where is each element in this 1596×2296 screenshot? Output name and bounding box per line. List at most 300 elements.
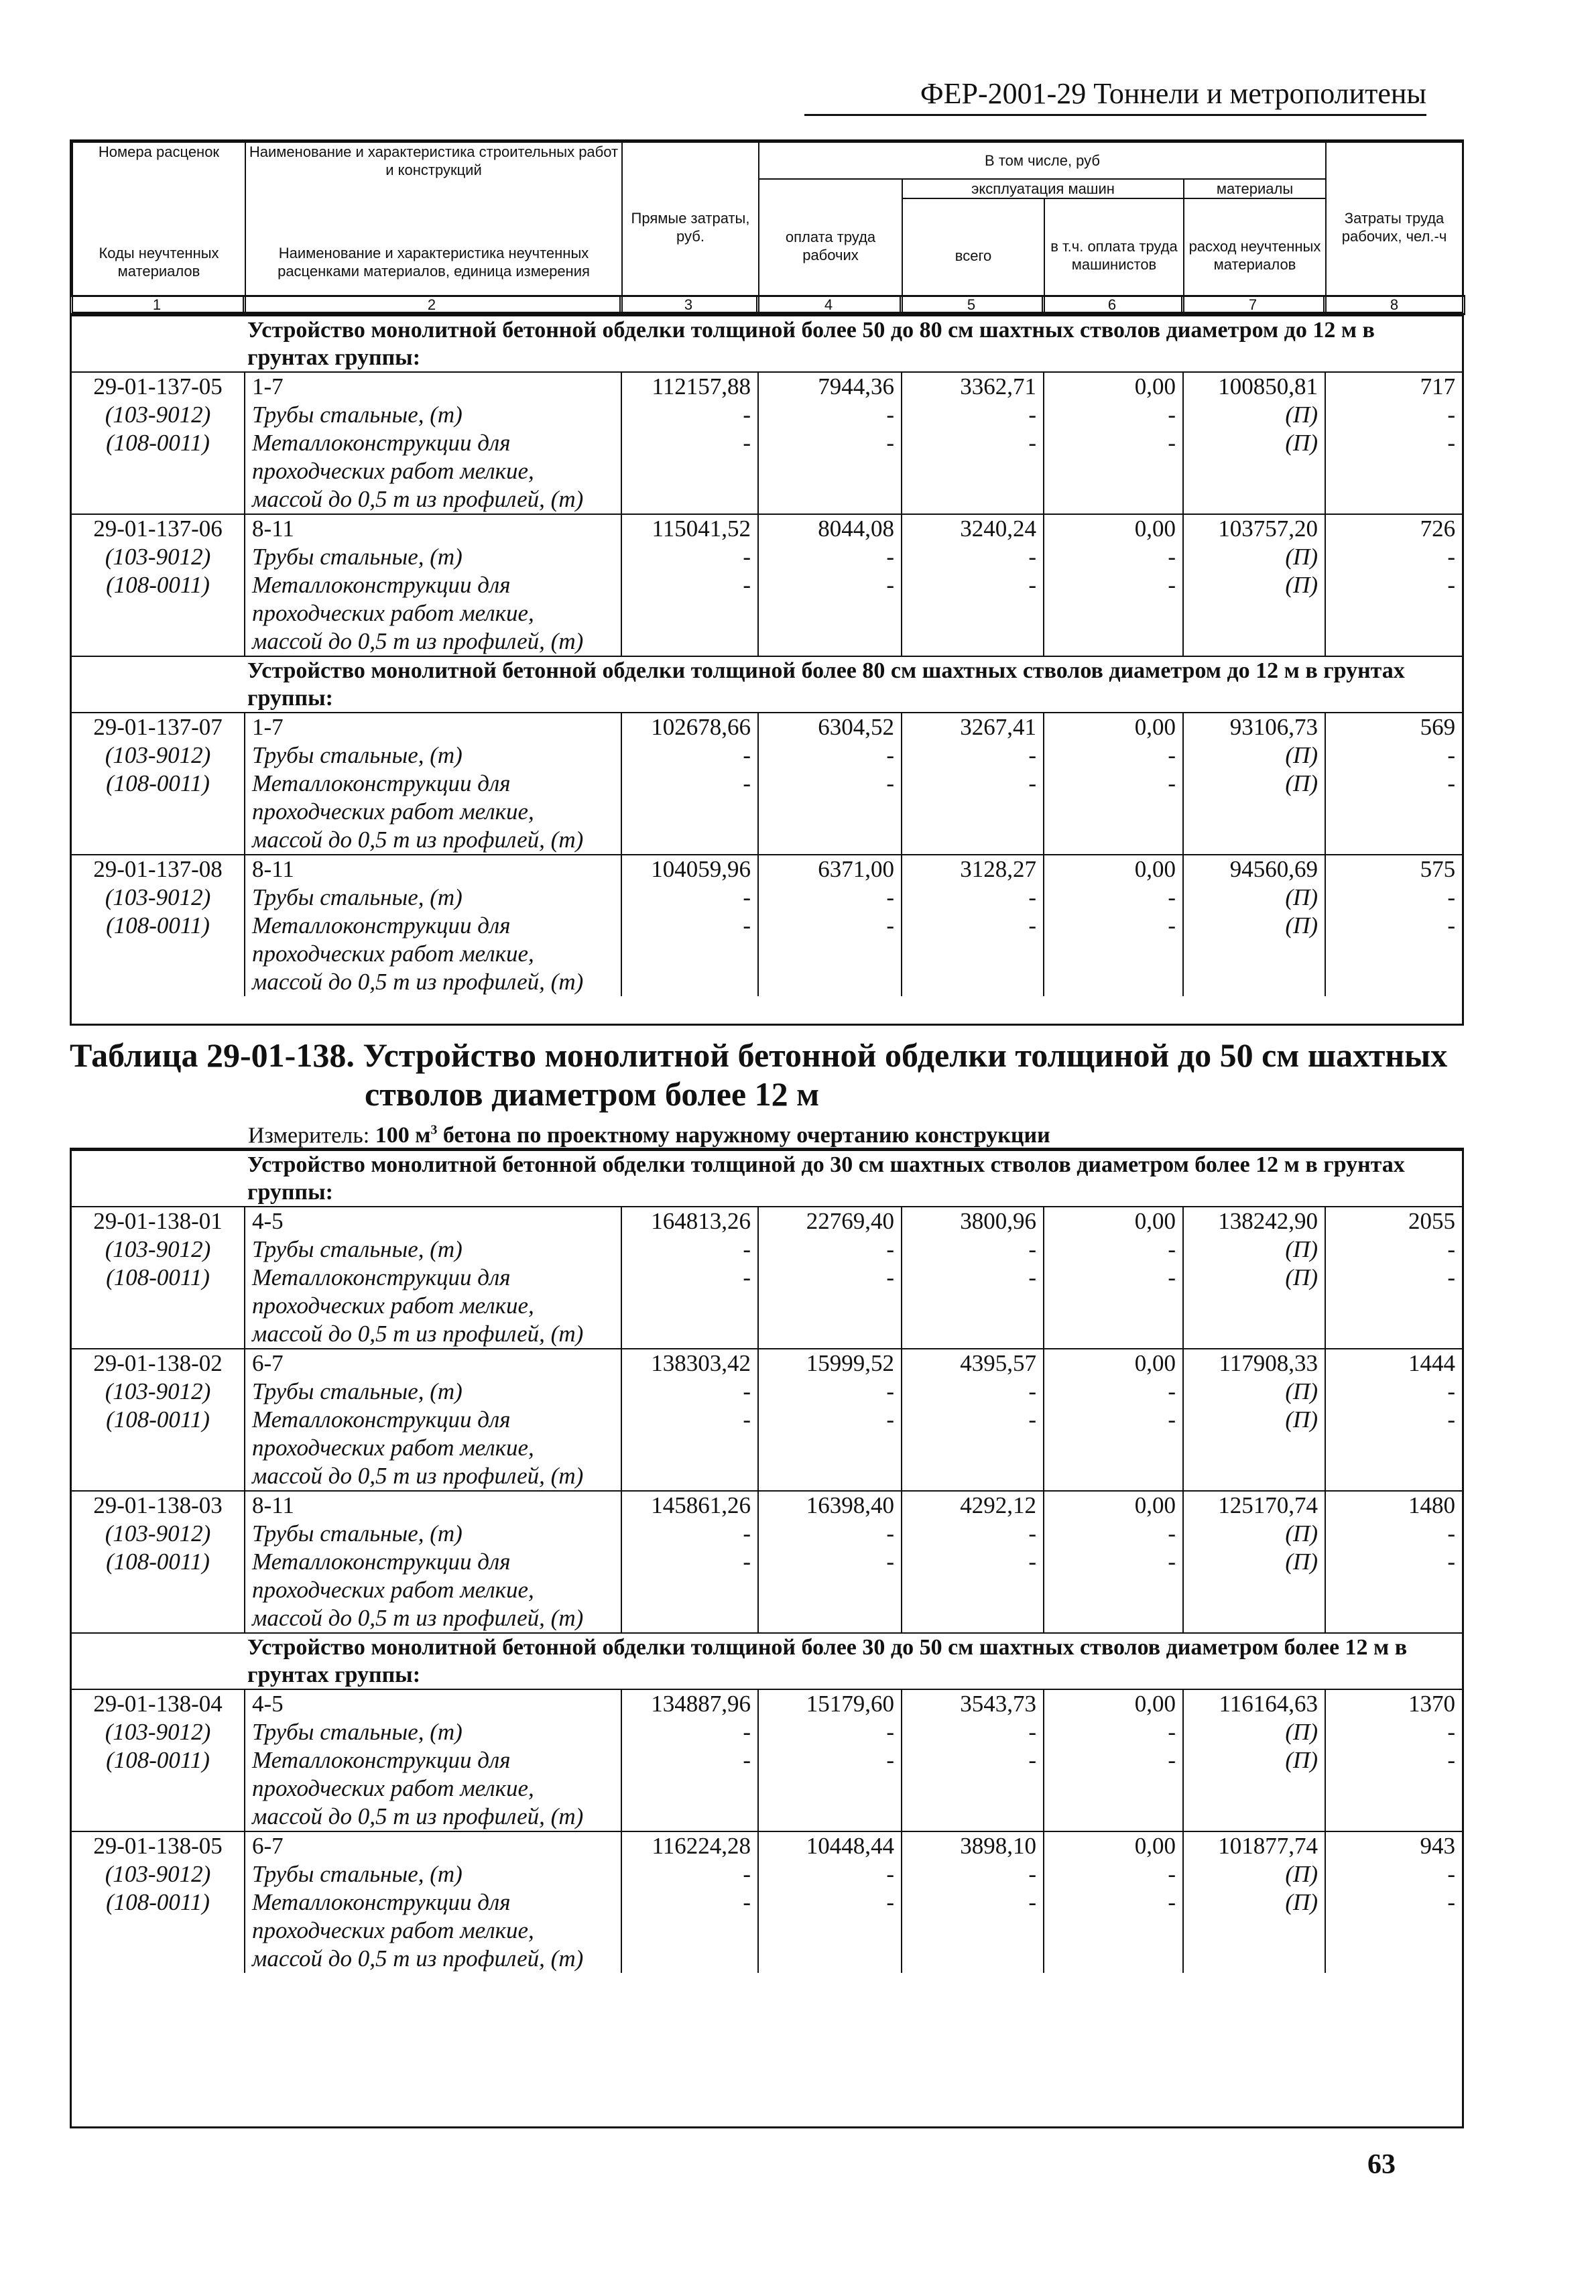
direct-costs: 115041,52 xyxy=(621,514,758,543)
table-title-line-1: Таблица 29-01-138. Устройство монолитной бетонной обделки толщиной до 50 см шахтных xyxy=(70,1036,1448,1074)
labor-pay: - xyxy=(758,1235,902,1264)
machines-total: 3128,27 xyxy=(902,855,1044,884)
material-continuation-row xyxy=(72,1434,1462,1462)
machinists-pay: - xyxy=(1044,1746,1183,1774)
table-cell xyxy=(72,1292,245,1320)
machinists-pay: - xyxy=(1044,1264,1183,1292)
machines-total: - xyxy=(902,543,1044,571)
machines-total: - xyxy=(902,1718,1044,1746)
material-name-continuation: проходческих работ мелкие, xyxy=(245,1434,621,1462)
material-continuation-row xyxy=(72,457,1462,485)
labor-pay: - xyxy=(758,770,902,798)
material-code: (108-0011) xyxy=(106,770,210,796)
machinists-pay: 0,00 xyxy=(1044,372,1183,401)
machinists-pay: - xyxy=(1044,912,1183,940)
materials-use: (П) xyxy=(1183,741,1325,770)
machines-total: 3800,96 xyxy=(902,1207,1044,1235)
direct-costs: 164813,26 xyxy=(621,1207,758,1235)
material-code: (108-0011) xyxy=(106,430,210,456)
materials-use: (П) xyxy=(1183,429,1325,457)
direct-costs: - xyxy=(621,1235,758,1264)
labor-pay: - xyxy=(758,1378,902,1406)
table-cell xyxy=(902,940,1044,968)
table-cell xyxy=(1183,1434,1325,1462)
labor-hours: 717 xyxy=(1325,372,1462,401)
table-cell xyxy=(621,1462,758,1491)
table-cell xyxy=(902,627,1044,656)
material-row xyxy=(72,429,1462,457)
materials-use: (П) xyxy=(1183,1548,1325,1576)
table-cell xyxy=(1044,1917,1183,1945)
table-cell xyxy=(72,968,245,996)
table-cell xyxy=(758,1462,902,1491)
labor-pay: 6371,00 xyxy=(758,855,902,884)
table-cell xyxy=(621,1292,758,1320)
machinists-pay: - xyxy=(1044,770,1183,798)
table-cell xyxy=(758,1576,902,1604)
labor-hours: 943 xyxy=(1325,1831,1462,1860)
table-cell xyxy=(1044,485,1183,514)
table-cell xyxy=(902,1803,1044,1831)
machines-total: - xyxy=(902,1520,1044,1548)
rate-code: 29-01-138-03 xyxy=(72,1491,245,1520)
materials-use: (П) xyxy=(1183,1860,1325,1888)
table-cell xyxy=(758,1434,902,1462)
direct-costs: - xyxy=(621,770,758,798)
section-heading-row xyxy=(72,1633,1462,1689)
table-cell xyxy=(758,1917,902,1945)
materials-use: (П) xyxy=(1183,1888,1325,1917)
material-code: (103-9012) xyxy=(105,402,211,428)
direct-costs: - xyxy=(621,401,758,429)
labor-pay: 6304,52 xyxy=(758,713,902,741)
header-machines: эксплуатация машин xyxy=(902,179,1184,198)
labor-pay: - xyxy=(758,741,902,770)
direct-costs: - xyxy=(621,1264,758,1292)
table-cell xyxy=(621,798,758,826)
labor-pay: - xyxy=(758,1406,902,1434)
table-cell xyxy=(1325,1292,1462,1320)
table-cell xyxy=(1325,1945,1462,1973)
table-cell xyxy=(1183,1292,1325,1320)
labor-hours: - xyxy=(1325,1860,1462,1888)
machines-total: - xyxy=(902,1378,1044,1406)
labor-hours: - xyxy=(1325,1378,1462,1406)
work-name: 8-11 xyxy=(245,1491,621,1520)
machinists-pay: - xyxy=(1044,429,1183,457)
material-name-continuation: массой до 0,5 т из профилей, (т) xyxy=(245,826,621,855)
table-cell xyxy=(621,1917,758,1945)
table-row xyxy=(72,1689,1462,1718)
table-row xyxy=(72,372,1462,401)
machines-total: 3543,73 xyxy=(902,1689,1044,1718)
table-row xyxy=(72,713,1462,741)
column-number: 4 xyxy=(757,296,900,314)
table-cell xyxy=(1183,968,1325,996)
table-cell xyxy=(758,1945,902,1973)
table-cell xyxy=(1183,1803,1325,1831)
column-number: 5 xyxy=(900,296,1042,314)
material-name: Металлоконструкции для xyxy=(245,429,621,457)
machinists-pay: - xyxy=(1044,1378,1183,1406)
direct-costs: 145861,26 xyxy=(621,1491,758,1520)
rate-code: 29-01-138-05 xyxy=(72,1831,245,1860)
labor-hours: - xyxy=(1325,884,1462,912)
materials-cost: 116164,63 xyxy=(1183,1689,1325,1718)
direct-costs: 104059,96 xyxy=(621,855,758,884)
table-cell xyxy=(1325,1320,1462,1349)
labor-pay: - xyxy=(758,543,902,571)
table-cell xyxy=(1183,485,1325,514)
material-row xyxy=(72,1888,1462,1917)
machines-total: - xyxy=(902,1548,1044,1576)
header-code-top: Номера расценок xyxy=(72,142,245,179)
material-code: (103-9012) xyxy=(105,1719,211,1745)
labor-hours: - xyxy=(1325,741,1462,770)
header-machinists-pay: в т.ч. оплата труда машинистов xyxy=(1044,198,1184,312)
table-cell xyxy=(621,1803,758,1831)
material-name: Металлоконструкции для xyxy=(245,1888,621,1917)
table-cell xyxy=(621,1320,758,1349)
materials-use: (П) xyxy=(1183,770,1325,798)
table-row xyxy=(72,1207,1462,1235)
table-cell xyxy=(902,968,1044,996)
column-numbers-row xyxy=(70,295,1464,315)
material-continuation-row xyxy=(72,826,1462,855)
labor-hours: - xyxy=(1325,770,1462,798)
machines-total: - xyxy=(902,429,1044,457)
table-cell xyxy=(1044,599,1183,627)
material-row xyxy=(72,1378,1462,1406)
labor-hours: 1480 xyxy=(1325,1491,1462,1520)
direct-costs: 134887,96 xyxy=(621,1689,758,1718)
table-29-01-138-body xyxy=(70,1148,1464,2128)
material-name-continuation: массой до 0,5 т из профилей, (т) xyxy=(245,1945,621,1973)
direct-costs: - xyxy=(621,1746,758,1774)
material-row xyxy=(72,1235,1462,1264)
table-cell xyxy=(1044,1462,1183,1491)
direct-costs: 102678,66 xyxy=(621,713,758,741)
work-name: 4-5 xyxy=(245,1207,621,1235)
table-title xyxy=(70,1036,1464,1113)
section-heading: Устройство монолитной бетонной обделки толщиной более 50 до 80 см шахтных стволов диаметром до 12 м в грунтах группы: xyxy=(72,316,1462,372)
machines-total: - xyxy=(902,1406,1044,1434)
materials-cost: 103757,20 xyxy=(1183,514,1325,543)
direct-costs: - xyxy=(621,1888,758,1917)
table-cell xyxy=(72,1803,245,1831)
table-cell xyxy=(902,1945,1044,1973)
materials-cost: 138242,90 xyxy=(1183,1207,1325,1235)
table-row xyxy=(72,514,1462,543)
material-name: Трубы стальные, (т) xyxy=(245,741,621,770)
table-cell xyxy=(621,599,758,627)
table-cell xyxy=(621,1604,758,1633)
material-row xyxy=(72,770,1462,798)
rate-code: 29-01-138-01 xyxy=(72,1207,245,1235)
table-cell xyxy=(621,1576,758,1604)
material-name-continuation: проходческих работ мелкие, xyxy=(245,940,621,968)
labor-pay: - xyxy=(758,884,902,912)
direct-costs: - xyxy=(621,1548,758,1576)
direct-costs: - xyxy=(621,1860,758,1888)
material-name: Металлоконструкции для xyxy=(245,1264,621,1292)
machinists-pay: - xyxy=(1044,1860,1183,1888)
material-name: Металлоконструкции для xyxy=(245,912,621,940)
table-cell xyxy=(1183,1462,1325,1491)
machinists-pay: - xyxy=(1044,1888,1183,1917)
material-name-continuation: проходческих работ мелкие, xyxy=(245,1917,621,1945)
material-row xyxy=(72,1746,1462,1774)
materials-use: (П) xyxy=(1183,1378,1325,1406)
material-name: Трубы стальные, (т) xyxy=(245,1235,621,1264)
labor-hours: - xyxy=(1325,1746,1462,1774)
labor-hours: 575 xyxy=(1325,855,1462,884)
table-cell xyxy=(1044,940,1183,968)
material-code: (108-0011) xyxy=(106,572,210,598)
table-title-line-2: стволов диаметром более 12 м xyxy=(365,1075,820,1113)
section-heading-row xyxy=(72,1150,1462,1207)
table-cell xyxy=(72,627,245,656)
table-cell xyxy=(72,1604,245,1633)
material-name-continuation: проходческих работ мелкие, xyxy=(245,1774,621,1803)
machinists-pay: - xyxy=(1044,1548,1183,1576)
labor-pay: - xyxy=(758,401,902,429)
header-code-bottom: Коды неучтенных материалов xyxy=(72,212,245,312)
materials-cost: 125170,74 xyxy=(1183,1491,1325,1520)
material-continuation-row xyxy=(72,798,1462,826)
material-name-continuation: массой до 0,5 т из профилей, (т) xyxy=(245,1462,621,1491)
work-name: 8-11 xyxy=(245,855,621,884)
table-cell xyxy=(621,826,758,855)
table-cell xyxy=(902,826,1044,855)
table-cell xyxy=(1183,1774,1325,1803)
material-name: Металлоконструкции для xyxy=(245,571,621,599)
labor-pay: 7944,36 xyxy=(758,372,902,401)
table-cell xyxy=(1044,968,1183,996)
material-continuation-row xyxy=(72,1917,1462,1945)
column-number: 8 xyxy=(1324,296,1465,314)
direct-costs: - xyxy=(621,884,758,912)
machines-total: - xyxy=(902,1860,1044,1888)
material-name-continuation: проходческих работ мелкие, xyxy=(245,1576,621,1604)
labor-hours: 2055 xyxy=(1325,1207,1462,1235)
materials-use: (П) xyxy=(1183,1520,1325,1548)
table-cell xyxy=(621,1945,758,1973)
machines-total: - xyxy=(902,741,1044,770)
labor-hours: - xyxy=(1325,1520,1462,1548)
labor-pay: 15999,52 xyxy=(758,1349,902,1378)
labor-hours: - xyxy=(1325,543,1462,571)
work-name: 6-7 xyxy=(245,1831,621,1860)
table-cell xyxy=(758,1604,902,1633)
table-cell xyxy=(758,485,902,514)
material-row xyxy=(72,1264,1462,1292)
material-name-continuation: массой до 0,5 т из профилей, (т) xyxy=(245,485,621,514)
table-cell xyxy=(758,1774,902,1803)
work-name: 1-7 xyxy=(245,372,621,401)
table-cell xyxy=(1183,627,1325,656)
table-cell xyxy=(72,1576,245,1604)
materials-use: (П) xyxy=(1183,1235,1325,1264)
materials-use: (П) xyxy=(1183,1264,1325,1292)
labor-hours: - xyxy=(1325,1888,1462,1917)
machines-total: 3240,24 xyxy=(902,514,1044,543)
table-cell xyxy=(1325,940,1462,968)
table-cell xyxy=(1325,1917,1462,1945)
labor-pay: 22769,40 xyxy=(758,1207,902,1235)
table-cell xyxy=(1044,1803,1183,1831)
work-name: 4-5 xyxy=(245,1689,621,1718)
labor-pay: - xyxy=(758,1746,902,1774)
material-name: Трубы стальные, (т) xyxy=(245,543,621,571)
table-cell xyxy=(1325,1576,1462,1604)
table-cell xyxy=(621,968,758,996)
materials-use: (П) xyxy=(1183,543,1325,571)
machinists-pay: 0,00 xyxy=(1044,855,1183,884)
machines-total: - xyxy=(902,884,1044,912)
table-cell xyxy=(72,1945,245,1973)
material-code: (103-9012) xyxy=(105,1236,211,1262)
material-code: (108-0011) xyxy=(106,1747,210,1773)
table-cell xyxy=(758,1292,902,1320)
material-continuation-row xyxy=(72,1462,1462,1491)
material-name-continuation: проходческих работ мелкие, xyxy=(245,798,621,826)
material-name: Металлоконструкции для xyxy=(245,1548,621,1576)
table-cell xyxy=(72,1462,245,1491)
materials-use: (П) xyxy=(1183,1406,1325,1434)
direct-costs: - xyxy=(621,1378,758,1406)
rate-code: 29-01-137-06 xyxy=(72,514,245,543)
table-cell xyxy=(72,1434,245,1462)
table-cell xyxy=(758,940,902,968)
table-cell xyxy=(1183,798,1325,826)
material-name-continuation: массой до 0,5 т из профилей, (т) xyxy=(245,968,621,996)
material-code: (103-9012) xyxy=(105,1378,211,1404)
table-cell xyxy=(1325,968,1462,996)
rate-code: 29-01-138-04 xyxy=(72,1689,245,1718)
table-cell xyxy=(1044,1945,1183,1973)
direct-costs: 138303,42 xyxy=(621,1349,758,1378)
header-direct: Прямые затраты, руб. xyxy=(622,142,759,312)
table-cell xyxy=(1183,1945,1325,1973)
header-materials-use: расход неучтенных материалов xyxy=(1184,198,1326,312)
table-cell xyxy=(1183,599,1325,627)
table-cell xyxy=(902,1774,1044,1803)
machinists-pay: - xyxy=(1044,884,1183,912)
direct-costs: - xyxy=(621,543,758,571)
table-cell xyxy=(758,826,902,855)
labor-hours: - xyxy=(1325,571,1462,599)
rate-code: 29-01-137-08 xyxy=(72,855,245,884)
material-name: Металлоконструкции для xyxy=(245,1746,621,1774)
table-cell xyxy=(1183,826,1325,855)
labor-pay: - xyxy=(758,1520,902,1548)
labor-hours: - xyxy=(1325,1235,1462,1264)
machinists-pay: - xyxy=(1044,1520,1183,1548)
direct-costs: 112157,88 xyxy=(621,372,758,401)
material-name-continuation: проходческих работ мелкие, xyxy=(245,1292,621,1320)
table-cell xyxy=(902,1576,1044,1604)
labor-hours: 726 xyxy=(1325,514,1462,543)
labor-hours: - xyxy=(1325,1264,1462,1292)
table-cell xyxy=(72,1917,245,1945)
machinists-pay: - xyxy=(1044,1406,1183,1434)
labor-pay: 8044,08 xyxy=(758,514,902,543)
material-name: Металлоконструкции для xyxy=(245,1406,621,1434)
table-cell xyxy=(1044,1576,1183,1604)
machinists-pay: - xyxy=(1044,1718,1183,1746)
material-row xyxy=(72,1860,1462,1888)
direct-costs: - xyxy=(621,1718,758,1746)
direct-costs: - xyxy=(621,571,758,599)
column-number: 6 xyxy=(1042,296,1182,314)
table-cell xyxy=(1325,457,1462,485)
header-machines-total: всего xyxy=(902,198,1044,312)
table-cell xyxy=(1044,627,1183,656)
table-cell xyxy=(1183,1576,1325,1604)
table-cell xyxy=(621,485,758,514)
machines-total: - xyxy=(902,1264,1044,1292)
labor-pay: - xyxy=(758,1548,902,1576)
table-cell xyxy=(621,457,758,485)
table-cell xyxy=(902,485,1044,514)
material-continuation-row xyxy=(72,627,1462,656)
rate-code: 29-01-137-05 xyxy=(72,372,245,401)
direct-costs: - xyxy=(621,429,758,457)
material-name: Трубы стальные, (т) xyxy=(245,1860,621,1888)
direct-costs: - xyxy=(621,1406,758,1434)
machinists-pay: 0,00 xyxy=(1044,1207,1183,1235)
work-name: 8-11 xyxy=(245,514,621,543)
machines-total: 3362,71 xyxy=(902,372,1044,401)
material-row xyxy=(72,1520,1462,1548)
machinists-pay: - xyxy=(1044,401,1183,429)
table-cell xyxy=(1044,1604,1183,1633)
material-row xyxy=(72,1548,1462,1576)
section-heading-row xyxy=(72,656,1462,713)
labor-hours: 569 xyxy=(1325,713,1462,741)
header-name-bottom: Наименование и характеристика неучтенных расценками материалов, единица измерения xyxy=(245,212,622,312)
material-code: (103-9012) xyxy=(105,742,211,768)
material-continuation-row xyxy=(72,1576,1462,1604)
material-row xyxy=(72,571,1462,599)
labor-hours: - xyxy=(1325,1718,1462,1746)
table-cell xyxy=(902,1917,1044,1945)
table-cell xyxy=(758,968,902,996)
header-including: В том числе, руб xyxy=(759,142,1326,179)
material-name-continuation: массой до 0,5 т из профилей, (т) xyxy=(245,1320,621,1349)
machines-total: 3898,10 xyxy=(902,1831,1044,1860)
rate-code: 29-01-137-07 xyxy=(72,713,245,741)
material-name: Трубы стальные, (т) xyxy=(245,1520,621,1548)
table-cell xyxy=(1325,1434,1462,1462)
direct-costs: 116224,28 xyxy=(621,1831,758,1860)
machines-total: - xyxy=(902,770,1044,798)
table-cell xyxy=(758,1320,902,1349)
header-name-top: Наименование и характеристика строительных работ и конструкций xyxy=(245,142,622,179)
table-cell xyxy=(1325,798,1462,826)
material-name-continuation: массой до 0,5 т из профилей, (т) xyxy=(245,1604,621,1633)
material-continuation-row xyxy=(72,599,1462,627)
machinists-pay: - xyxy=(1044,741,1183,770)
materials-cost: 93106,73 xyxy=(1183,713,1325,741)
table-cell xyxy=(1325,826,1462,855)
labor-pay: - xyxy=(758,571,902,599)
header-materials: материалы xyxy=(1184,179,1326,198)
materials-cost: 94560,69 xyxy=(1183,855,1325,884)
materials-use: (П) xyxy=(1183,571,1325,599)
material-code: (103-9012) xyxy=(105,1520,211,1547)
